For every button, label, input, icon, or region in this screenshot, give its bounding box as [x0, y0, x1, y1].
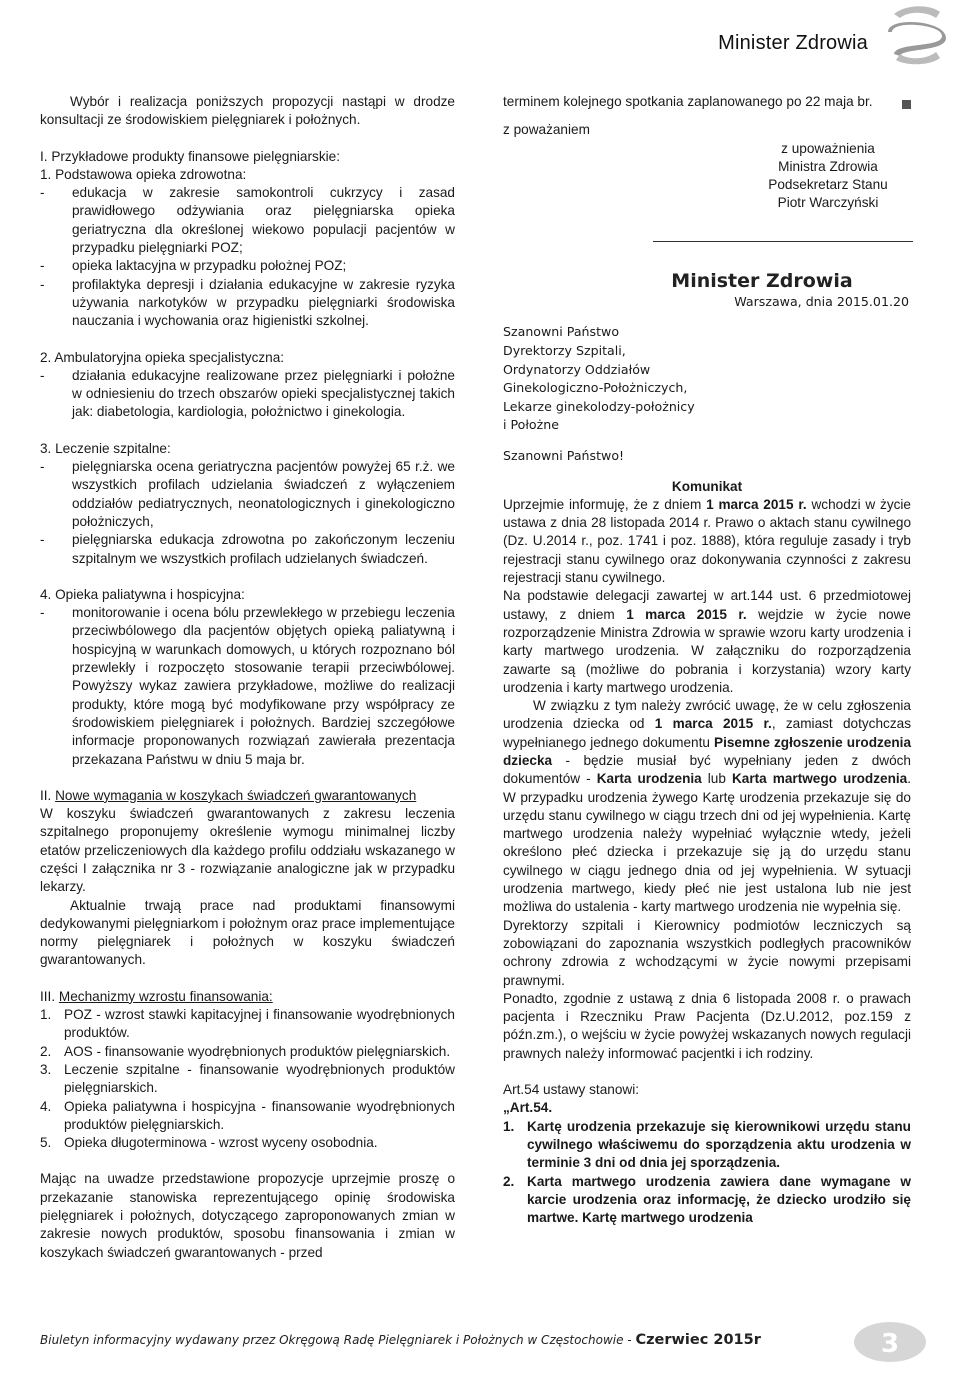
list-item: 2. Karta martwego urodzenia zawiera dane wymagane w karcie urodzenia oraz informację, że dziecko urodziło się martwe. Kartę martwego urodzenia	[503, 1173, 911, 1226]
logo-icon	[886, 2, 948, 68]
komunikat-paragraph-4: Dyrektorzy szpitali i Kierownicy podmiotów leczniczych są zobowiązani do zapoznania wszystkich podległych pracowników ochrony zdrowia z wchodzącymi w życie nowymi przepisami prawnymi.	[503, 917, 911, 988]
komunikat-paragraph-5: Ponadto, zgodnie z ustawą z dnia 6 listopada 2008 r. o prawach pacjenta i Rzeczniku Praw Pacjenta (Dz.U.2012, poz.159 z późn.zm.), o wejściu w życie powyżej wskazanych nowych regulacji prawnych należy informować pacjentki i ich rodziny.	[503, 990, 911, 1061]
list-item: - pielęgniarska ocena geriatryczna pacjentów powyżej 65 r.ż. we wszystkich profilach udzielania świadczeń z wyłączeniem oddziałów pediatrycznych, neonatologicznych i ginekologiczno położniczych,	[40, 459, 455, 529]
ministry-title: Minister Zdrowia	[671, 269, 853, 292]
list-item: 1. POZ - wzrost stawki kapitacyjnej i finansowanie wyodrębnionych produktów.	[40, 1007, 455, 1041]
page-number-shape-icon	[850, 1316, 930, 1366]
section-1-heading: I. Przykładowe produkty finansowe pielęgniarskie:	[40, 148, 340, 164]
page-header	[0, 0, 960, 70]
footer	[40, 1332, 761, 1348]
list-item: - profilaktyka depresji i działania edukacyjne w zakresie ryzyka używania narkotyków w przypadku pielęgniarki środowiska nauczania i wychowania oraz higienistki szkolnej.	[40, 276, 455, 329]
list-item: 3. Leczenie szpitalne - finansowanie wyodrębnionych produktów pielęgniarskich.	[40, 1061, 455, 1096]
section-3-heading: III. Mechanizmy wzrostu finansowania:	[40, 988, 273, 1004]
right-column	[503, 93, 911, 1227]
p1-title: 1. Podstawowa opieka zdrowotna:	[40, 166, 247, 182]
komunikat-heading: Komunikat	[671, 478, 743, 494]
komunikat-paragraph-2: Na podstawie delegacji zawartej w art.144 ust. 6 przedmiotowej ustawy, z dniem 1 marca 2015 r. wejdzie w życie nowe rozporządzenie Ministra Zdrowia w sprawie wzoru karty urodzenia i karty martwego urodzenia. W załączniku do rozporządzenia zawarte są (możliwe do pobrania i korzystania) wzory karty urodzenia i karty martwego urodzenia.	[503, 588, 911, 695]
closing-paragraph: Mając na uwadze przedstawione propozycje uprzejmie proszę o przekazanie stanowiska reprezentującego opinię środowiska pielęgniarek i położnych, dotyczącego zaproponowanych zmian w zakresie nowych produktów, sposobu finansowania i zmian w koszykach świadczeń gwarantowanych - przed	[40, 1171, 455, 1260]
continuation-text: terminem kolejnego spotkania zaplanowanego po 22 maja br.	[503, 94, 873, 109]
letter-date: Warszawa, dnia 2015.01.20	[734, 294, 909, 310]
p4-title: 4. Opieka paliatywna i hospicyjna:	[40, 586, 245, 602]
divider	[653, 241, 913, 242]
addressees: Szanowni Państwo Dyrektorzy Szpitali, Ordynatorzy Oddziałów Ginekologiczno-Położniczych, Lekarze ginekolodzy-położnicy i Położne	[503, 324, 695, 433]
page-number-badge	[850, 1316, 930, 1366]
list-item: - pielęgniarska edukacja zdrowotna po zakończonym leczeniu szpitalnym we wszystkich profilach udzielanych świadczeń.	[40, 532, 455, 566]
header-title: Minister Zdrowia	[718, 32, 868, 54]
p2-title: 2. Ambulatoryjna opieka specjalistyczna:	[40, 349, 285, 365]
footer-issue: Czerwiec 2015r	[635, 1332, 761, 1348]
salutation: Szanowni Państwo!	[503, 447, 625, 463]
list-item: 5. Opieka długoterminowa - wzrost wyceny osobodnia.	[40, 1135, 378, 1151]
komunikat-paragraph-3: W związku z tym należy zwrócić uwagę, że w celu zgłoszenia urodzenia dziecka od 1 marca 2015 r., zamiast dotychczas wypełnianego jednego dokumentu Pisemne zgłoszenie urodzenia dziecka - będzie musiał być wypełniany jeden z dwóch dokumentów - Karta urodzenia lub Karta martwego urodzenia. W przypadku urodzenia żywego Kartę urodzenia przekazuje się do urzędu stanu cywilnego w ciągu trzech dni od jej wypełnienia. Kartę martwego urodzenia należy wypełniać wyłącznie wtedy, jeżeli określono płeć dziecka i przekazuje się ją do urzędu stanu cywilnego w ciągu jednego dnia od jej wypełnienia. W sytuacji urodzenia martwego, kiedy płeć nie jest ustalona lub nie jest możliwa do ustalenia - karty martwego urodzenia nie wypełnia się.	[503, 698, 912, 915]
list-item: - opieka laktacyjna w przypadku położnej POZ;	[40, 258, 347, 274]
list-item: 2. AOS - finansowanie wyodrębnionych produktów pielęgniarskich.	[40, 1043, 451, 1059]
list-item: - monitorowanie i ocena bólu przewlekłego w przebiegu leczenia przeciwbólowego dla pacjentów objętych opieką paliatywną i hospicyjną w warunkach domowych, u których rozpoznano ból przewlekły i rozpoczęto stosowanie terapii przeciwbólowej. Powyższy wykaz zawiera przykładowe, możliwe do realizacji produkty, które mogą być modyfikowane przy współpracy ze środowiskiem pielęgniarek i położnych. Bardziej szczegółowe informacje proponowanych rozwiązań zawierała prezentacja przekazana Państwu w dniu 5 maja br.	[40, 605, 455, 767]
intro-paragraph: Wybór i realizacja poniższych propozycji nastąpi w drodze konsultacji ze środowiskiem pielęgniarek i położnych.	[40, 94, 455, 128]
list-item: - edukacja w zakresie samokontroli cukrzycy i zasad prawidłowego odżywiania oraz pielęgniarska opieka geriatryczna dla określonej wiekowo populacji pacjentów w przypadku pielęgniarki POZ;	[40, 185, 455, 256]
list-item: 1. Kartę urodzenia przekazuje się kierownikowi urzędu stanu cywilnego właściwemu do sporządzenia aktu urodzenia w terminie 3 dni od dnia jej sporządzenia.	[503, 1118, 911, 1171]
regards: z poważaniem	[503, 122, 590, 138]
p3-title: 3. Leczenie szpitalne:	[40, 440, 171, 456]
section-2-paragraph: W koszyku świadczeń gwarantowanych z zakresu leczenia szpitalnego proponujemy określenie wymogu minimalnej liczby etatów przeliczeniowych dla każdego profilu oddziału wskazanego w części I załącznika nr 3 - rozwiązanie analogiczne jak w przypadku lekarzy.	[40, 806, 455, 895]
signature-block: z upoważnienia Ministra Zdrowia Podsekretarz Stanu Piotr Warczyński	[768, 140, 888, 211]
end-mark-icon	[902, 100, 911, 109]
footer-text: Biuletyn informacyjny wydawany przez Okręgową Radę Pielęgniarek i Położnych w Częstochowie -	[40, 1333, 636, 1347]
section-2-heading: II. Nowe wymagania w koszykach świadczeń gwarantowanych	[40, 787, 417, 803]
komunikat-paragraph-1: Uprzejmie informuję, że z dniem 1 marca 2015 r. wchodzi w życie ustawa z dnia 28 listopada 2014 r. Prawo o aktach stanu cywilnego (Dz. U.2014 r., poz. 1741 i poz. 1888), która reguluje zasady i tryb rejestracji stanu cywilnego oraz dokonywania czynności z zakresu rejestracji stanu cywilnego.	[503, 496, 911, 586]
left-column	[40, 93, 455, 1262]
list-item: 4. Opieka paliatywna i hospicyjna - finansowanie wyodrębnionych produktów pielęgniarskich.	[40, 1098, 455, 1132]
list-item: - działania edukacyjne realizowane przez pielęgniarki i położne w odniesieniu do trzech obszarów opieki specjalistycznej takich jak: diabetologia, kardiologia, położnictwo i ginekologia.	[40, 367, 455, 420]
section-2-paragraph-2: Aktualnie trwają prace nad produktami finansowymi dedykowanymi pielęgniarkom i położnym oraz prace implementujące normy pielęgniarek i położnych w koszyku świadczeń gwarantowanych.	[40, 897, 455, 968]
article-intro: Art.54 ustawy stanowi:	[503, 1082, 639, 1098]
article-title: „Art.54.	[503, 1100, 553, 1116]
page-number: 3	[880, 1329, 900, 1359]
